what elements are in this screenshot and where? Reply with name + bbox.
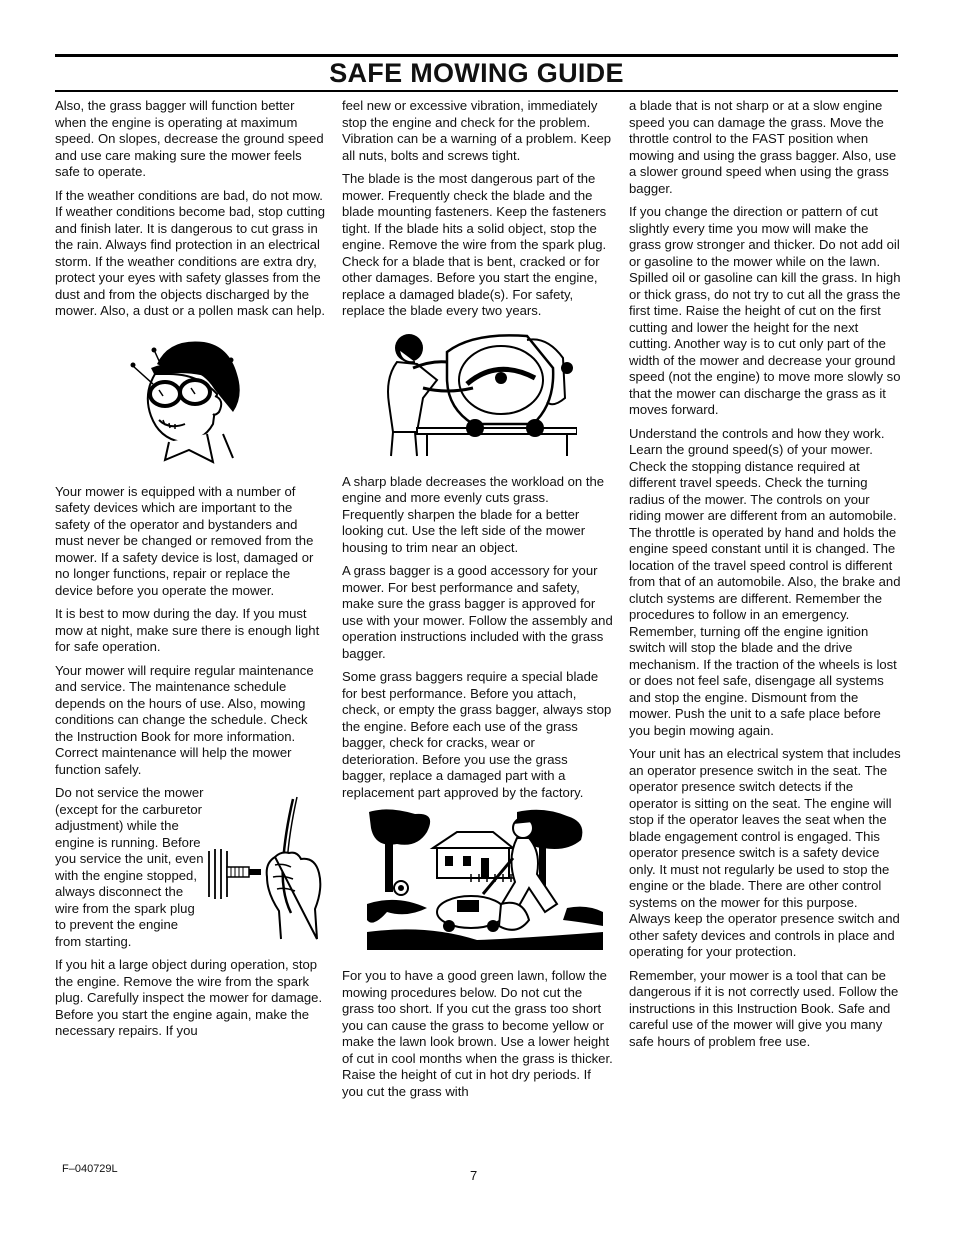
paragraph: Some grass baggers require a special blade for best performance. Before you attach, check, or empty the grass bagger, always stop the engine. Before each use of the grass bagger, check for cracks, wear or deterioration. Before you use the grass bagger, replace a damaged part with a replacement part approved by the factory. <box>342 669 612 800</box>
column-2 <box>342 98 614 1107</box>
column-3 <box>629 98 901 1057</box>
paragraph: Understand the controls and how they work. Learn the ground speed(s) of your mower. Check the stopping distance required at different travel speeds. Check the turning radius of the mower. The controls on your riding mower are different from an automobile. The throttle is operated by hand and holds the engine speed constant until it is changed. The location of the travel speed control is different from that of an automobile. Also, the brake and clutch systems are different. Remember the procedures to follow in an emergency. Remember, turning off the engine ignition switch will stop the blade and the drive mechanism. If the traction of the wheels is lost or does not feel safe, disengage all systems and stop the engine. Dismount from the mower. Push the unit to a safe place before you begin mowing again. <box>629 425 901 738</box>
paragraph: It is best to mow during the day. If you must mow at night, make sure there is enough light for safe operation. <box>55 606 320 654</box>
paragraph: Your mower is equipped with a number of safety devices which are important to the safety of the operator and bystanders and must never be changed or removed from the mower. If a safety device is lost, damaged or no longer functions, repair or replace the device before you operate the mower. <box>55 483 314 598</box>
page-number: 7 <box>470 1168 478 1183</box>
paragraph: Also, the grass bagger will function better when the engine is operating at maximum speed. On slopes, decrease the ground speed and use care making sure the mower feels safe to operate. <box>55 98 324 179</box>
paragraph: Your mower will require regular maintenance and service. The maintenance schedule depends on the hours of use. Also, mowing conditions can change the schedule. Check the Instruction Book for more information. Correct maintenance will help the mower function safely. <box>55 662 314 777</box>
page-title: SAFE MOWING GUIDE <box>329 58 624 88</box>
column-1 <box>55 98 327 1047</box>
paragraph: Do not service the mower (except for the carburetor adjustment) while the engine is running. Before you service the unit, even with the engine stopped, always disconnect the wire from the spark plug to prevent the engine from starting. <box>55 785 204 949</box>
spark-plug-section <box>55 785 327 950</box>
paragraph: Remember, your mower is a tool that can be dangerous if it is not correctly used. Follow the instructions in this Instruction Book. Safe and careful use of the mower will give you many safe hours of problem free use. <box>629 967 899 1049</box>
paragraph: Your unit has an electrical system that includes an operator presence switch in the seat. The operator presence switch detects if the operator is sitting on the seat. The engine will stop if the operator leaves the seat when the blade engagement control is engaged. This operator presence switch is a safety device only. It must not regularly be used to stop the engine or the blade. There are other control systems on the mower for this purpose. Always keep the operator presence switch and other safety devices and controls in place and operating for your protection. <box>629 746 901 959</box>
safety-glasses-illustration <box>129 334 247 466</box>
document-code: F–040729L <box>62 1163 118 1175</box>
paragraph: A sharp blade decreases the workload on the engine and more evenly cuts grass. Frequently sharpen the blade for a better looking cut. Use the left side of the mower housing to trim near an object. <box>342 473 605 555</box>
paragraph: A grass bagger is a good accessory for your mower. For best performance and safety, make sure the grass bagger is approved for use with your mower. Follow the assembly and operation instructions included with the grass bagger. <box>342 563 613 661</box>
paragraph: The blade is the most dangerous part of the mower. Frequently check the blade and the blade mounting fasteners. Keep the fasteners tight. If the blade hits a solid object, stop the engine. Remove the wire from the spark plug. Check for a blade that is bent, cracked or for other damages. Before you start the engine, replace a damaged blade(s). For safety, replace the blade every two years. <box>342 171 607 318</box>
title-rule-bottom <box>55 90 898 92</box>
paragraph: If you change the direction or pattern of cut slightly every time you mow will make the grass grow stronger and thicker. Do not add oil or gasoline to the mower while on the lawn. Spilled oil or gasoline can kill the grass. In high or thick grass, do not try to cut all the grass the first time. Raise the height of cut on the first cutting and lower the height for the next cutting. Another way is to cut only part of the width of the mower and decrease your ground speed (not the engine) to move more slowly so that the mower can discharge the grass as it moves forward. <box>629 204 901 417</box>
blade-inspection-illustration <box>377 328 577 458</box>
mowing-lawn-illustration <box>367 808 603 950</box>
paragraph: If the weather conditions are bad, do not mow. If weather conditions become bad, stop cutting and finish later. It is dangerous to cut grass in the rain. Always find protection in an electrical storm. If the weather conditions are extra dry, protect your eyes with safety glasses from the dust and from the objects discharged by the mower. Also, a dust or a pollen mask can help. <box>55 187 326 318</box>
paragraph: feel new or excessive vibration, immediately stop the engine and check for the problem. Vibration can be a warning of a problem. Keep all nuts, bolts and screws tight. <box>342 98 612 163</box>
paragraph: a blade that is not sharp or at a slow engine speed you can damage the grass. Move the throttle control to the FAST position when mowing and using the grass bagger. Also, use a slower ground speed when using the grass bagger. <box>629 98 897 196</box>
paragraph: For you to have a good green lawn, follow the mowing procedures below. Do not cut the grass too short. If you cut the grass too short you can cause the grass to become yellow or make the lawn look brown. Use a lower height of cut in cool months when the grass is thicker. Raise the height of cut in hot dry periods. If you cut the grass with <box>342 968 613 1099</box>
paragraph: If you hit a large object during operation, stop the engine. Remove the wire from the spark plug. Carefully inspect the mower for damage. Before you start the engine again, make the necessary repairs. If you <box>55 957 323 1038</box>
spark-plug-wire-illustration <box>205 793 325 943</box>
